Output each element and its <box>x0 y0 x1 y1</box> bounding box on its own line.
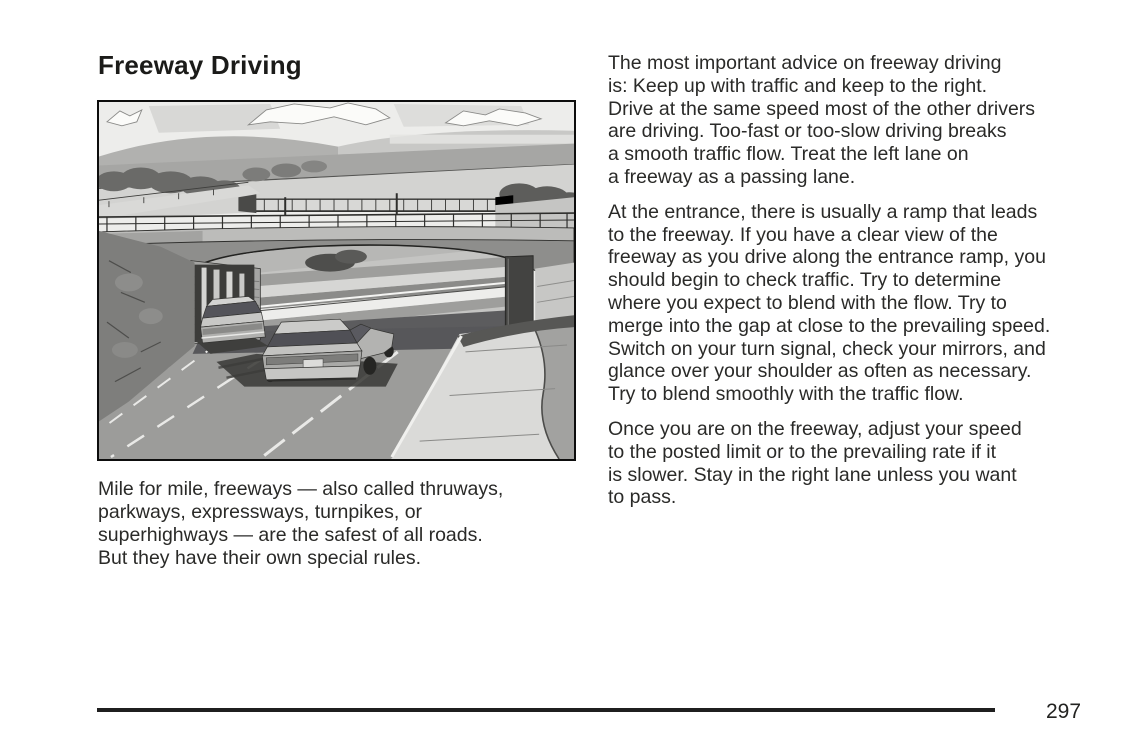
text-line: Once you are on the freeway, adjust your speed <box>608 417 1022 440</box>
text-line: to the posted limit or to the prevailing rate if it <box>608 440 997 463</box>
page-number: 297 <box>1046 700 1082 723</box>
text-line: where you expect to blend with the flow. Try to <box>608 291 1007 314</box>
text-line: The most important advice on freeway driving <box>608 52 1002 74</box>
text-line: to the freeway. If you have a clear view of the <box>608 223 998 246</box>
figure-caption <box>98 478 568 570</box>
freeway-illustration <box>97 100 576 461</box>
text-line: merge into the gap at close to the prevailing speed. <box>608 314 1051 337</box>
freeway-illustration-svg <box>99 102 574 459</box>
text-line: a smooth traffic flow. Treat the left lane on <box>608 143 969 166</box>
text-line: a freeway as a passing lane. <box>608 165 856 188</box>
footer-rule <box>97 708 995 712</box>
text-line: to pass. <box>608 486 677 509</box>
text-line: Mile for mile, freeways — also called thruways, <box>98 478 504 500</box>
body-text-column <box>608 52 1088 521</box>
text-line: Try to blend smoothly with the traffic flow. <box>608 383 964 406</box>
text-line: parkways, expressways, turnpikes, or <box>98 501 423 523</box>
text-line: But they have their own special rules. <box>98 547 422 569</box>
text-line: superhighways — are the safest of all roads. <box>98 524 483 546</box>
text-line: glance over your shoulder as often as necessary. <box>608 360 1032 383</box>
text-line: freeway as you drive along the entrance ramp, you <box>608 246 1046 269</box>
text-line: is slower. Stay in the right lane unless you want <box>608 463 1017 486</box>
paragraph-entrance-ramp <box>608 201 1088 406</box>
text-line: At the entrance, there is usually a ramp that leads <box>608 200 1038 223</box>
text-line: is: Keep up with traffic and keep to the right. <box>608 74 988 97</box>
text-line: are driving. Too-fast or too-slow driving breaks <box>608 120 1007 143</box>
text-line: Switch on your turn signal, check your mirrors, and <box>608 337 1046 360</box>
page-title: Freeway Driving <box>98 50 302 80</box>
text-line: should begin to check traffic. Try to determine <box>608 269 1002 292</box>
paragraph-on-freeway <box>608 418 1088 509</box>
paragraph-freeway-advice <box>608 52 1088 189</box>
text-line: Drive at the same speed most of the other drivers <box>608 97 1036 120</box>
